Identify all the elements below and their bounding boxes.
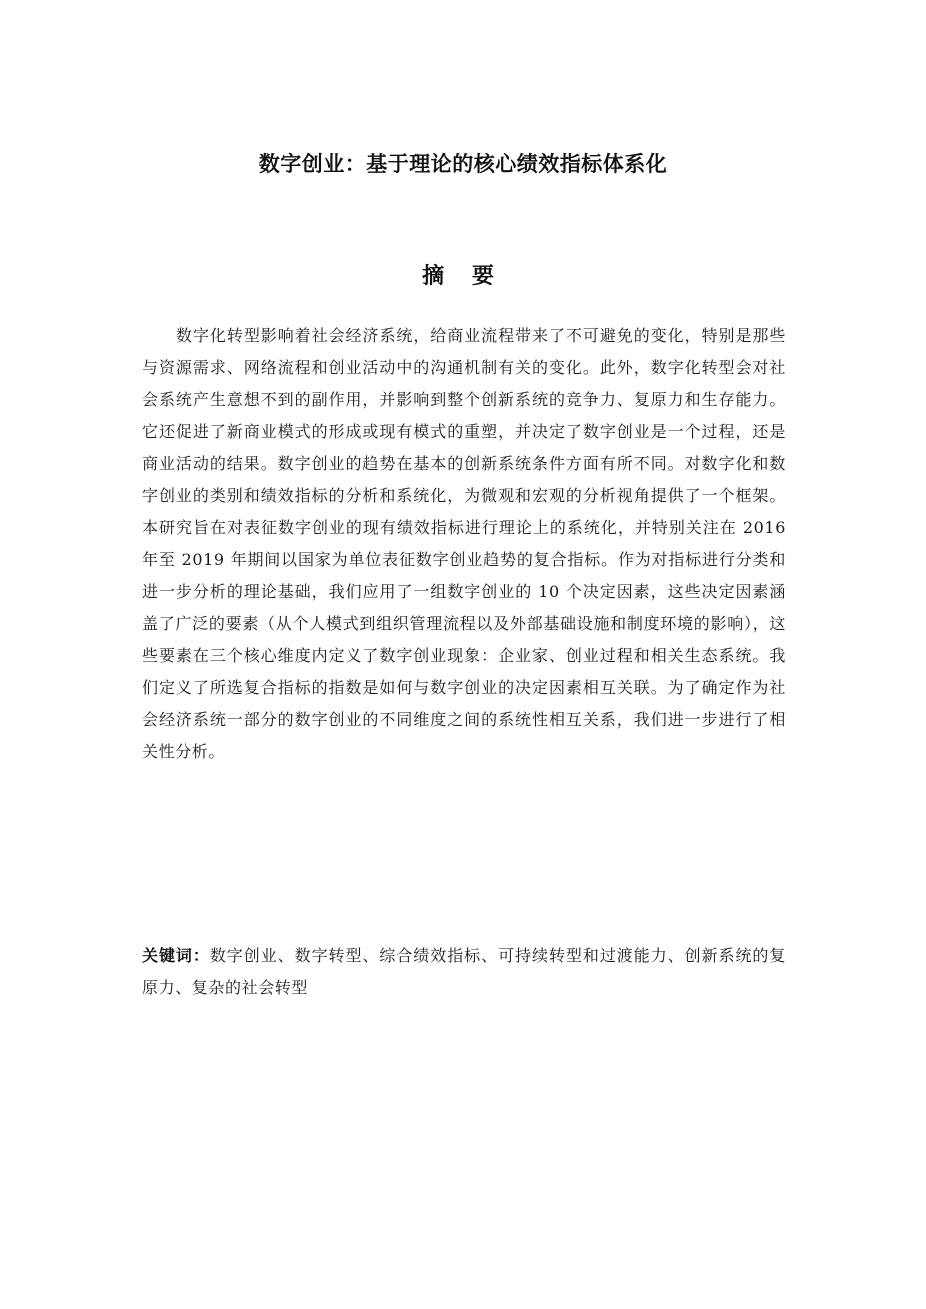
abstract-heading: 摘 要	[422, 264, 504, 290]
keywords-text: 数字创业、数字转型、综合绩效指标、可持续转型和过渡能力、创新系统的复原力、复杂的社会转型	[142, 946, 786, 997]
abstract-body: 数字化转型影响着社会经济系统，给商业流程带来了不可避免的变化，特别是那些与资源需求、网络流程和创业活动中的沟通机制有关的变化。此外，数字化转型会对社会系统产生意想不到的副作用，并影响到整个创新系统的竞争力、复原力和生存能力。它还促进了新商业模式的形成或现有模式的重塑，并决定了数字创业是一个过程，还是商业活动的结果。数字创业的趋势在基本的创新系统条件方面有所不同。对数字化和数字创业的类别和绩效指标的分析和系统化，为微观和宏观的分析视角提供了一个框架。本研究旨在对表征数字创业的现有绩效指标进行理论上的系统化，并特别关注在 2016 年至 2019 年期间以国家为单位表征数字创业趋势的复合指标。作为对指标进行分类和进一步分析的理论基础，我们应用了一组数字创业的 10 个决定因素，这些决定因素涵盖了广泛的要素（从个人模式到组织管理流程以及外部基础设施和制度环境的影响），这些要素在三个核心维度内定义了数字创业现象：企业家、创业过程和相关生态系统。我们定义了所选复合指标的指数是如何与数字创业的决定因素相互关联。为了确定作为社会经济系统一部分的数字创业的不同维度之间的系统性相互关系，我们进一步进行了相关性分析。	[142, 326, 786, 761]
keywords-label: 关键词：	[142, 946, 210, 965]
keywords-paragraph	[142, 940, 786, 1004]
paper-title: 数字创业：基于理论的核心绩效指标体系化	[258, 152, 668, 177]
